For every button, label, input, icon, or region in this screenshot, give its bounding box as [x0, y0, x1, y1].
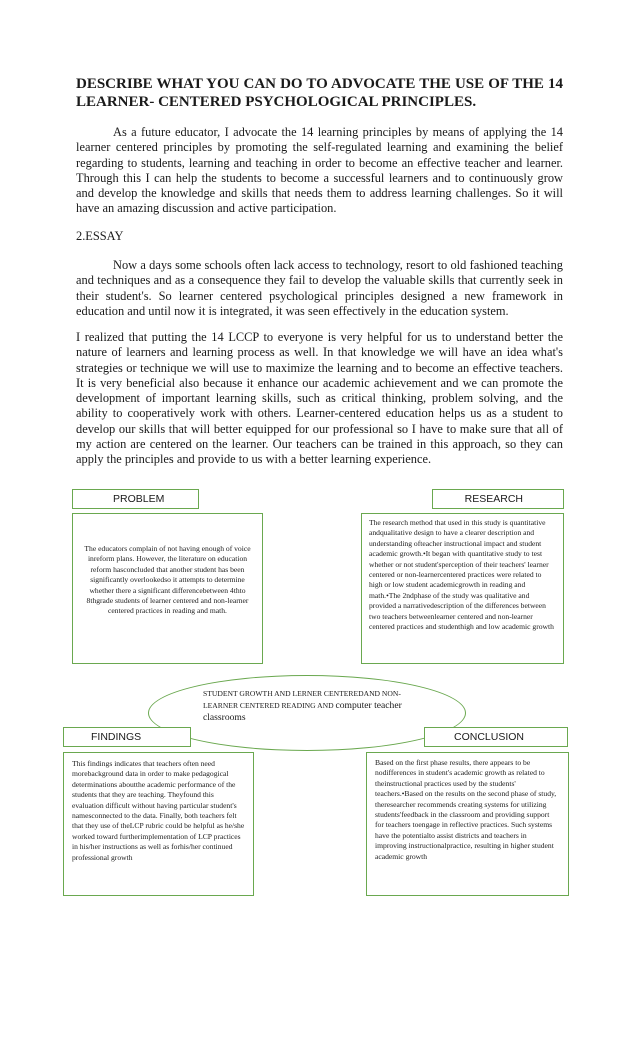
problem-label — [72, 489, 199, 509]
research-label — [432, 489, 564, 509]
page-title: DESCRIBE WHAT YOU CAN DO TO ADVOCATE THE USE OF THE 14 LEARNER- CENTERED PSYCHOLOGICAL PRINCIPLES. — [76, 76, 563, 110]
problem-label-text: PROBLEM — [113, 493, 165, 505]
findings-label-text: FINDINGS — [91, 731, 142, 743]
findings-label — [63, 727, 191, 747]
research-label-text: RESEARCH — [464, 493, 523, 505]
conclusion-label — [424, 727, 568, 747]
intro-paragraph: As a future educator, I advocate the 14 learning principles by means of applying the 14 learner centered principles by promoting the self-regulated learning and examining the belief regarding to students, learning and teaching in order to become an effective teacher and learner. Through this I can help the students to become a successful learners and to continuously grow and develop the knowledge and skills that needs them to address learning challenges. So it will have an amazing discussion and active participation. — [76, 125, 563, 216]
findings-box: This findings indicates that teachers often need morebackground data in order to make pedagogical determinations aboutthe academic performance of the students that they are teaching. Theyfound this evaluation difficult without having particular student's namesconnected to the data. Finally, both teachers felt that they use of theLCP rubric could be helpful as he/she worked toward furtherimplementation of LCP practices in his/her instructions as well as forhis/her continued professional growth — [63, 752, 254, 896]
essay-paragraph-1: Now a days some schools often lack access to technology, resort to old fashioned teaching and techniques and as a consequence they fail to develop the valuable skills that currently seek in their student's. So learner centered psychological principles designed a new framework in education and until now it is integrated, it was seen effectively in the education system. — [76, 258, 563, 318]
essay-paragraph-2: I realized that putting the 14 LCCP to everyone is very helpful for us to understand better the nature of learners and learning process as well. In that knowledge we will have an idea what's strategies or technique we will use to maximize the learning and to become an effective teachers. It is very beneficial also because it enhance our academic achievement and we can promote the development of important learning skills, such as critical thinking, problem solving, and the ability to cooperatively work with others. Learner-centered education helps us as a student to develop our skills that will better equipped for our professional so I have to make sure that all of my action are centered on the learner. Our teachers can be trained in this approach, so they can apply the principles and provide to us with a better learning experience. — [76, 330, 563, 467]
center-text-2: computer teacher classrooms — [203, 700, 402, 723]
essay-heading: 2.ESSAY — [76, 229, 124, 243]
conclusion-box: Based on the first phase results, there appears to be nodifferences in student's academic growth as related to theinstructional practices used by the students' teachers.•Based on the results on the second phase of study, theresearcher recommends creating systems for utilizing students'feedback in the classroom and providing support for teachers toengage in reflective practices. Such systems have the potentialto assist districts and teachers in improving instructionalpractice, resulting in higher student academic growth — [366, 752, 569, 896]
problem-box: The educators complain of not having enough of voice inreform plans. However, the literature on education reform hasconcluded that another student has been significantly overlookedso it attempts to determine whether there a significant differencebetween 4thto 8thgrade students of learner centered and non-learner centered practices in reading and math. — [72, 513, 263, 664]
research-box: The research method that used in this study is quantitative andqualitative design to have a clearer description and understanding ofteacher instructional impact and student academic growth.•It began with quantitative study to test whether or not student'sperception of their teachers' learner centered or non-learnercentered practices were related to high or low student academicgrowth in reading and math.•The 2ndphase of the study was qualitative and provided a narrativedescription of the differences between two teachers betweenlearner centered and non-learner centered practices and studenthigh and low academic growth — [361, 513, 564, 664]
center-text-1: STUDENT GROWTH AND LERNER CENTEREDAND NON-LEARNER CENTERED READING AND — [203, 689, 401, 710]
center-ellipse-text — [203, 688, 418, 724]
conclusion-label-text: CONCLUSION — [453, 731, 524, 743]
